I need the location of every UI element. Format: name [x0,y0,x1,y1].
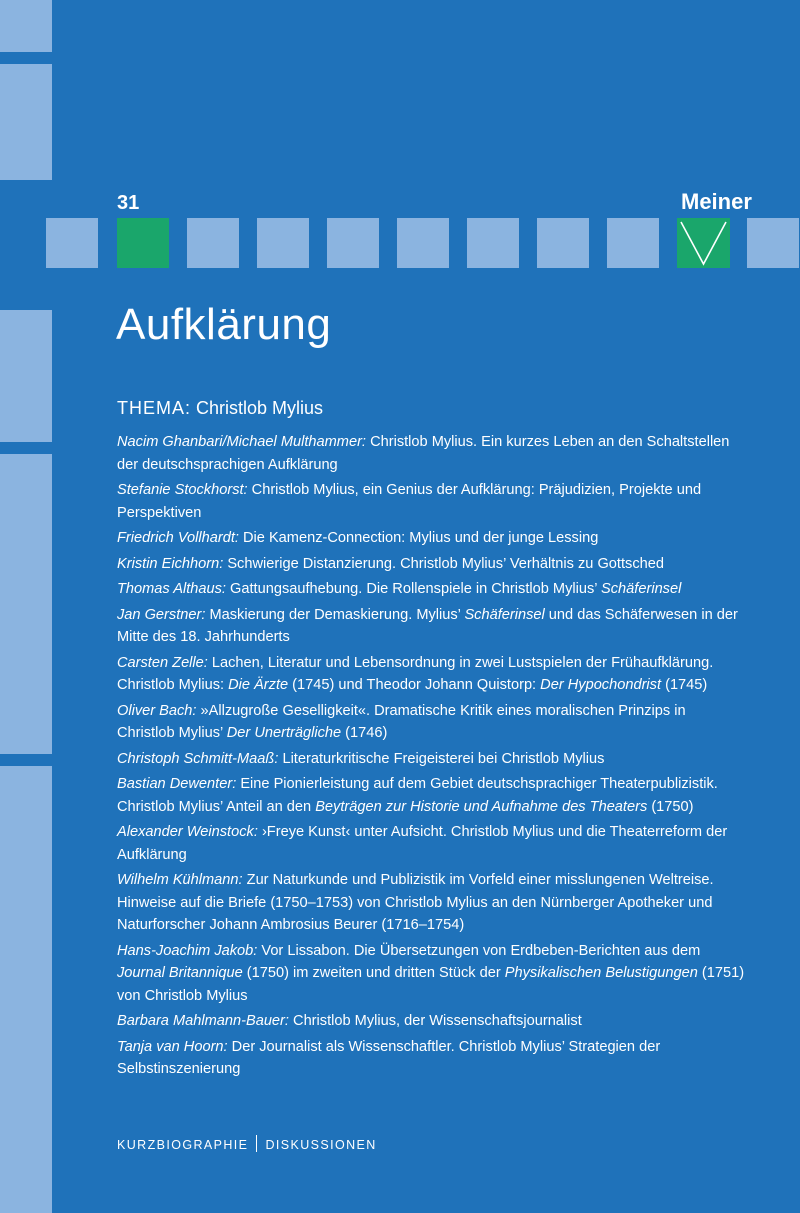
toc-title-part: Schwierige Distanzierung. Christlob Mylius’ Verhältnis zu Gottsched [227,555,664,572]
toc-entry [117,578,747,601]
edge-block [0,766,52,1213]
toc-title-part: Journal Britannique [117,965,243,981]
toc-author: Carsten Zelle: [117,654,208,671]
toc-title-part: ›Freye Kunst‹ unter Aufsicht. Christlob Mylius und die Theaterreform der Aufklärung [117,824,728,863]
toc-title-part: Eine Pionierleistung auf dem Gebiet deutschsprachiger Theaterpublizistik. Christlob Mylius’ Anteil an den [117,776,718,815]
toc-entry [117,604,747,649]
toc-author: Stefanie Stockhorst: [117,482,248,498]
toc-author: Jan Gerstner: [117,606,206,623]
toc-title-part: Die Kamenz-Connection: Mylius und der junge Lessing [243,530,599,546]
edge-block [0,64,52,180]
toc-title-part: (1751) von Christlob Mylius [117,965,745,1004]
toc-title-part: Physikalischen Belustigungen [504,965,698,981]
toc-entry [117,748,747,771]
toc-author: Oliver Bach: [117,702,197,719]
toc-entry [117,652,747,697]
toc-entry [117,527,747,550]
theme-label: THEMA: [117,398,192,418]
toc-title-part: Der Hypochondrist [540,677,662,693]
table-of-contents [117,431,747,1084]
footer-section-kurzbiographie: KURZBIOGRAPHIE [117,1138,249,1152]
journal-title: Aufklärung [116,300,332,349]
toc-title-part: Christlob Mylius, ein Genius der Aufklärung: Präjudizien, Projekte und Perspektiven [117,482,702,521]
volume-number: 31 [117,192,140,214]
toc-title-part: (1746) [341,725,388,741]
accent-square [117,218,169,268]
pattern-square [467,218,519,268]
pattern-square [187,218,239,268]
toc-title-part: (1750) im zweiten und dritten Stück der [242,965,505,981]
toc-title-part: Die Ärzte [228,677,289,693]
toc-title-part: Christlob Mylius, der Wissenschaftsjournalist [293,1013,582,1029]
theme-topic: Christlob Mylius [196,398,324,418]
toc-entry [117,940,747,1008]
toc-author: Friedrich Vollhardt: [117,530,239,546]
toc-title-part: Lachen, Literatur und Lebensordnung in zwei Lustspielen der Frühaufklärung. Christlob Mylius: [117,654,714,693]
toc-title-part: Schäferinsel [464,606,545,623]
toc-title-part: und das Schäferwesen in der Mitte des 18. Jahrhunderts [117,606,738,645]
publisher-name: Meiner [681,189,752,214]
toc-title-part: Christlob Mylius. Ein kurzes Leben an den Schaltstellen der deutschsprachigen Aufklärung [117,434,730,473]
pattern-square [537,218,589,268]
toc-entry [117,479,747,524]
toc-author: Christoph Schmitt-Maaß: [117,750,279,767]
edge-block [0,310,52,442]
edge-block [0,454,52,754]
toc-entry [117,821,747,866]
toc-author: Alexander Weinstock: [117,824,258,840]
toc-title-part: Literaturkritische Freigeisterei bei Christlob Mylius [282,750,605,767]
edge-block [0,0,52,52]
toc-author: Wilhelm Kühlmann: [117,872,243,888]
toc-author: Barbara Mahlmann-Bauer: [117,1013,289,1029]
toc-title-part: Gattungsaufhebung. Die Rollenspiele in Christlob Mylius’ [230,581,602,597]
toc-author: Tanja van Hoorn: [117,1038,228,1055]
toc-title-part: »Allzugroße Geselligkeit«. Dramatische Kritik eines moralischen Prinzips in Christlob Mylius’ [117,702,686,741]
toc-author: Nacim Ghanbari/Michael Multhammer: [117,434,366,450]
toc-title-part: Vor Lissabon. Die Übersetzungen von Erdbeben-Berichten aus dem [261,942,701,959]
pattern-square [327,218,379,268]
toc-entry [117,431,747,476]
toc-entry [117,553,747,576]
pattern-square [46,218,98,268]
toc-title-part: Zur Naturkunde und Publizistik im Vorfeld einer misslungenen Weltreise. Hinweise auf die Briefe (1750–1753) von Christlob Mylius an den Nürnberger Apotheker und Naturforscher Johann Ambrosius Beurer (1716–1754) [117,872,714,933]
footer-divider [256,1135,257,1152]
footer-section-diskussionen: DISKUSSIONEN [265,1138,377,1152]
toc-title-part: Der Journalist als Wissenschaftler. Christlob Mylius’ Strategien der Selbstinszenierung [117,1038,661,1077]
pattern-square [747,218,799,268]
pattern-square [607,218,659,268]
toc-author: Thomas Althaus: [117,581,226,597]
toc-entry [117,1036,747,1081]
toc-entry [117,700,747,745]
toc-title-part: (1745) und Theodor Johann Quistorp: [288,677,541,693]
pattern-square [257,218,309,268]
toc-entry [117,1010,747,1033]
toc-entry [117,869,747,937]
section-footer [117,1135,377,1152]
toc-author: Bastian Dewenter: [117,776,237,792]
toc-title-part: (1750) [647,798,694,815]
theme-heading [117,398,323,419]
toc-title-part: Beyträgen zur Historie und Aufnahme des Theaters [315,798,648,815]
toc-author: Kristin Eichhorn: [117,555,224,572]
toc-title-part: Schäferinsel [601,581,682,597]
toc-author: Hans-Joachim Jakob: [117,942,258,959]
toc-title-part: Maskierung der Demaskierung. Mylius’ [209,606,465,623]
toc-title-part: Der Unerträgliche [226,725,342,741]
toc-entry [117,773,747,818]
pattern-square [397,218,449,268]
toc-title-part: (1745) [661,677,708,693]
meiner-logo-icon [677,218,730,268]
